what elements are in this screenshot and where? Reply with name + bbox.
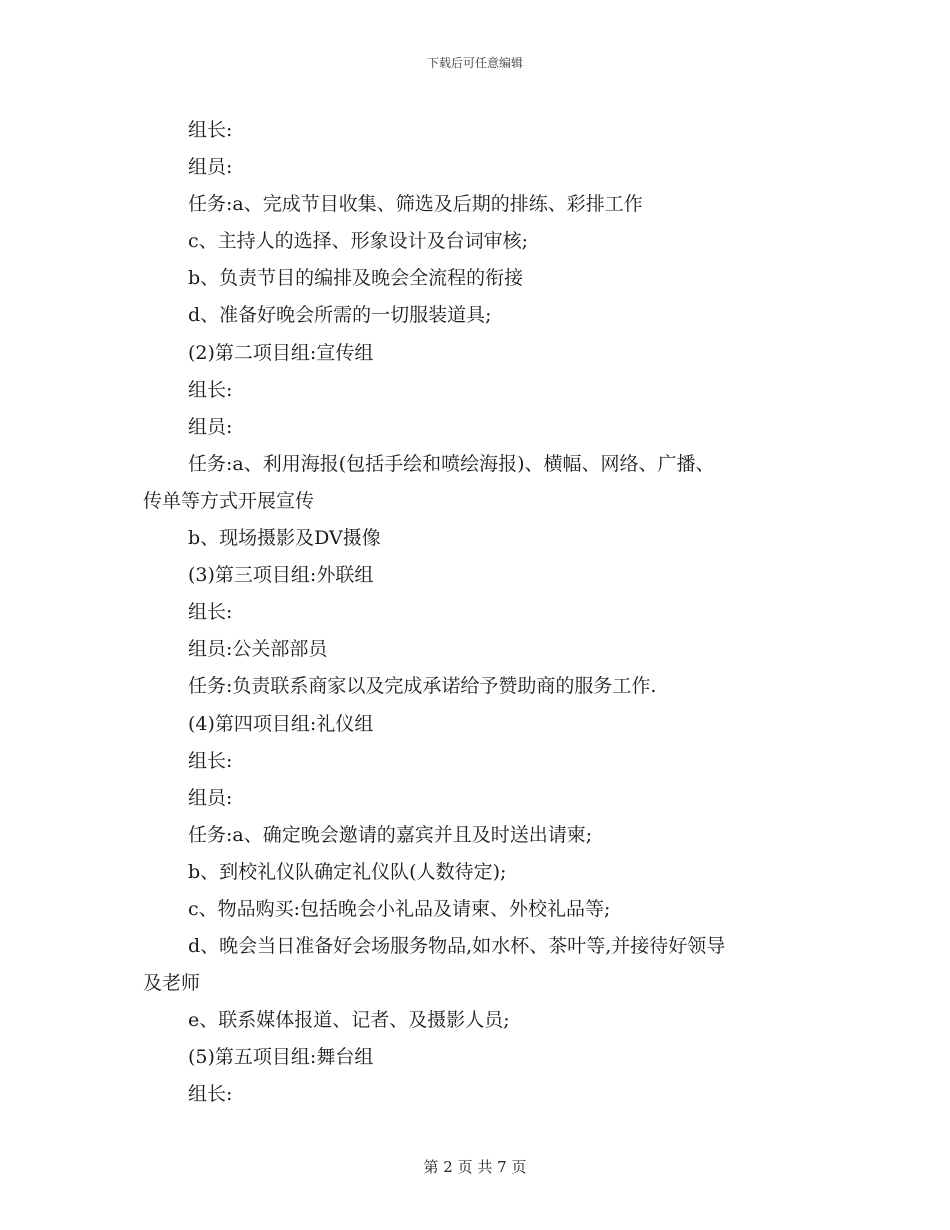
text-line: (3)第三项目组:外联组 [188,564,374,587]
text-line: 组员:公关部部员 [188,638,328,661]
text-line: e、联系媒体报道、记者、及摄影人员; [188,1009,510,1032]
text-line: d、晚会当日准备好会场服务物品,如水杯、茶叶等,并接待好领导 [188,935,726,958]
text-line: b、现场摄影及DV摄像 [188,527,381,550]
document-body [143,112,823,1114]
text-line: 任务:a、完成节目收集、筛选及后期的排练、彩排工作 [188,193,643,216]
text-line: b、到校礼仪队确定礼仪队(人数待定); [188,860,507,883]
text-line: 任务:负责联系商家以及完成承诺给予赞助商的服务工作. [188,675,657,698]
text-line: 传单等方式开展宣传 [143,489,315,512]
text-line: (5)第五项目组:舞台组 [188,1046,374,1069]
text-line: 组长: [188,601,233,624]
text-line: 组长: [188,749,233,772]
text-line: b、负责节目的编排及晚会全流程的衔接 [188,267,524,290]
text-line: 任务:a、确定晚会邀请的嘉宾并且及时送出请柬; [188,823,593,846]
text-line: 组员: [188,156,233,179]
text-line: (4)第四项目组:礼仪组 [188,712,374,735]
page-number: 第 2 页 共 7 页 [423,1158,527,1176]
text-line: d、准备好晚会所需的一切服装道具; [188,304,492,327]
text-line: 组员: [188,786,233,809]
text-line: 组长: [188,378,233,401]
text-line: 组长: [188,1083,233,1106]
text-line: 组长: [188,119,233,141]
text-line: (2)第二项目组:宣传组 [188,341,374,364]
text-line: 任务:a、利用海报(包括手绘和喷绘海报)、横幅、网络、广播、 [188,452,715,475]
text-line: c、主持人的选择、形象设计及台词审核; [188,230,529,253]
text-line: 及老师 [143,972,201,995]
text-line: 组员: [188,415,233,438]
header-note: 下载后可任意编辑 [426,56,523,70]
text-line: c、物品购买:包括晚会小礼品及请柬、外校礼品等; [188,897,611,920]
